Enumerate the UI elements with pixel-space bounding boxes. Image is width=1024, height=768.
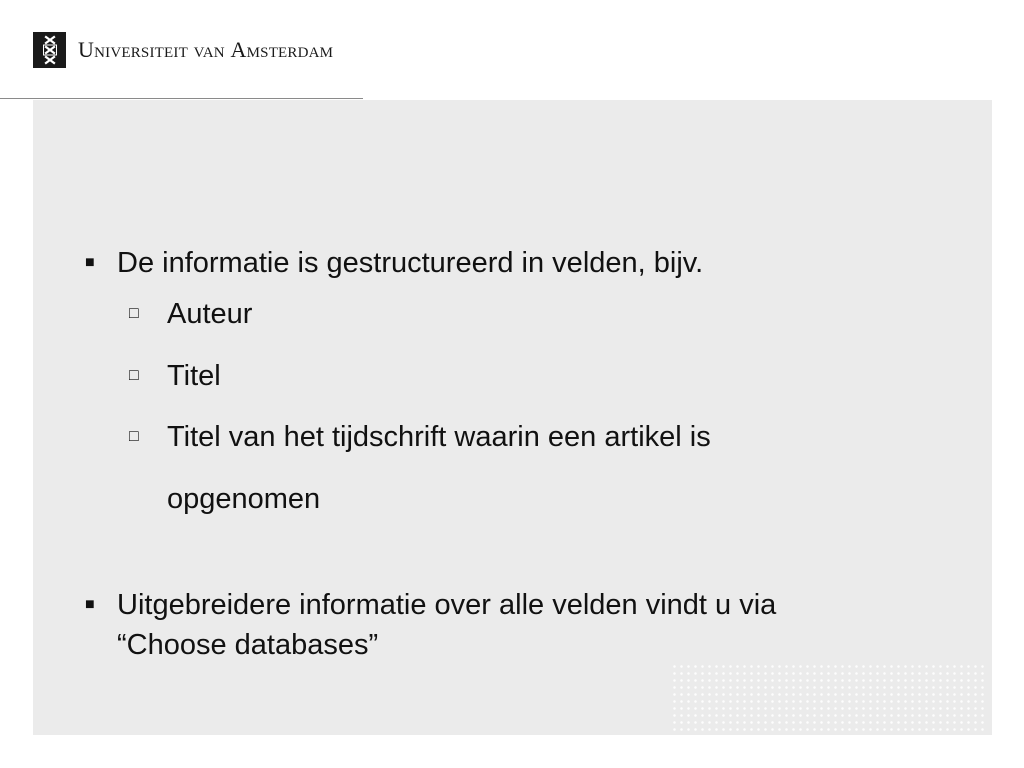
institution-initial-2: A [230, 37, 247, 62]
institution-word-rest-2: msterdam [246, 37, 334, 62]
institution-initial: U [78, 37, 95, 62]
hollow-square-bullet-icon: □ [129, 367, 139, 384]
bullet-list [33, 100, 992, 735]
xxx-crest-icon [33, 32, 66, 68]
sub-bullet-text: Titel [167, 360, 221, 392]
sub-bullet-text: Auteur [167, 298, 253, 330]
square-bullet-icon: ■ [85, 596, 95, 613]
sub-bullet-text: Titel van het tijdschrift waarin een artikel is [167, 421, 711, 453]
institution-word-rest: niversiteit van [94, 37, 231, 62]
bullet-text-continuation: “Choose databases” [117, 629, 379, 661]
bullet-text: Uitgebreidere informatie over alle velden vindt u via [117, 589, 777, 621]
square-bullet-icon: ■ [85, 254, 95, 271]
hollow-square-bullet-icon: □ [129, 428, 139, 445]
institution-name [78, 39, 333, 61]
content-panel [33, 100, 992, 735]
header-divider [0, 98, 363, 99]
header [33, 30, 333, 70]
hollow-square-bullet-icon: □ [129, 305, 139, 322]
sub-bullet-text-continuation: opgenomen [167, 483, 321, 515]
bullet-text: De informatie is gestructureerd in velden, bijv. [117, 247, 704, 279]
